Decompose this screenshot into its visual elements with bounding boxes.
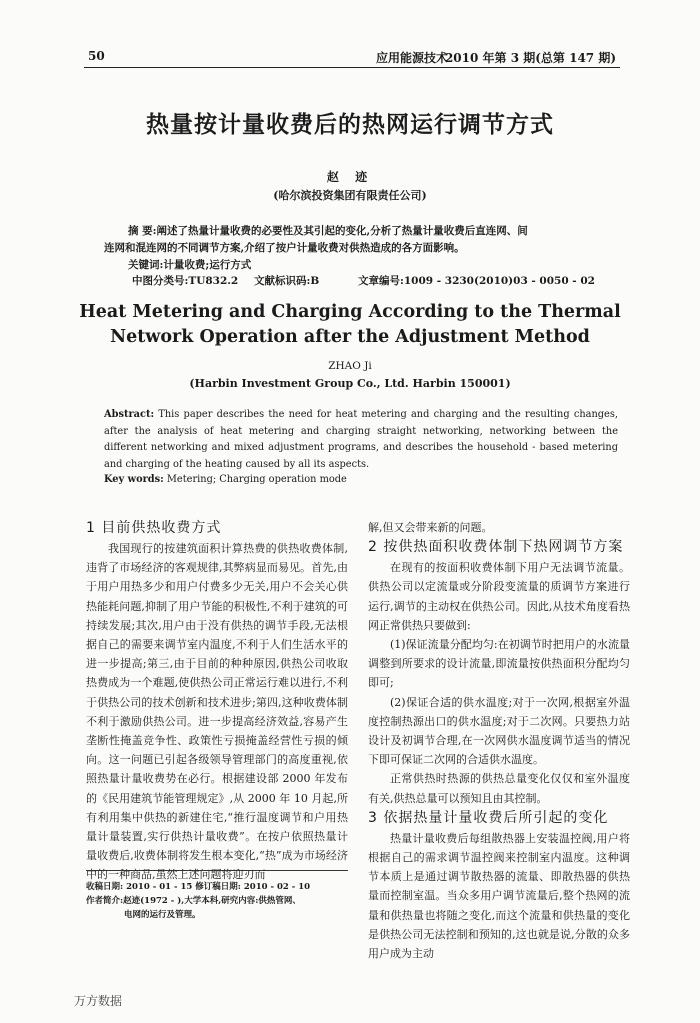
section-2-paragraph-3: (2)保证合适的供水温度;对于一次网,根据室外温度控制热源出口的供水温度;对于二次网。只要热力站设计及初调节合理,在一次网供水温度调节适当的情况下即可保证二次网的合适供水温度。: [368, 695, 630, 767]
keywords-english: [104, 474, 618, 485]
keywords-english-label: Key words:: [104, 474, 164, 485]
issue-info: 2010 年第 3 期(总第 147 期): [444, 51, 616, 65]
watermark: 万方数据: [74, 994, 123, 1008]
section-3-heading: 3 依据热量计量收费后所引起的变化: [368, 809, 609, 826]
body-column-right: [368, 518, 630, 963]
footnote-bio-line-1: 赵迹(1972 - ),大学本科,研究内容:供热管网、: [123, 896, 301, 906]
abstract-line-1: 阐述了热量计量收费的必要性及其引起的变化,分析了热量计量收费后直连网、间: [156, 225, 528, 237]
author-english: ZHAO Ji: [328, 360, 372, 372]
section-1-paragraph: 我国现行的按建筑面积计算热费的供热收费体制,违背了市场经济的客观规律,其弊病显而易见。首先,由于用户用热多少和用户付费多少无关,用户不会关心供热能耗问题,抑制了用户节能的积极性,不利于建筑的可持续发展;其次,用户由于没有供热的调节手段,无法根据自己的需要来调节室内温度,不利于人们生活水平的进一步提高;第三,由于目前的种种原因,供热公司收取热费成为一个难题,使供热公司正常运行难以进行,不利于供热公司的技术创新和技术进步;第四,这种收费体制不利于激励供热公司。进一步提高经济效益,容易产生垄断性掩盖竞争性、政策性亏损掩盖经营性亏损的倾向。这一问题已引起各级领导管理部门的高度重视,依照热量计量收费势在必行。根据建设部 2000 年发布的《民用建筑节能管理规定》,从 2000 年 10 月起,所有利用集中供热的新建住宅,“推行温度调节和户用热量计量装置,实行供热计量收费”。在按户依照热量计量收费后,收费体制将发生根本变化,“热”成为市场经济中的一种商品,虽然上述问题将迎刃而: [86, 542, 348, 882]
title-english: [0, 300, 700, 350]
footnote-bio-label: 作者简介:: [86, 896, 124, 906]
footnote-bio-line-2: 电网的运行及管理。: [124, 910, 201, 920]
footnote: [86, 870, 348, 922]
section-2-paragraph-2: (1)保证流量分配均匀:在初调节时把用户的水流量调整到所要求的设计流量,即流量按供热面积分配均匀即可;: [368, 638, 630, 690]
title-english-line-2: Network Operation after the Adjustment Method: [110, 327, 590, 347]
abstract-english: [104, 407, 618, 473]
abstract-english-text: This paper describes the need for heat metering and charging and the resulting changes, after the analysis of heat metering and charging straight networking, networking between the different networking and mixed adjustment programs, and describes the household - based metering and charging of the heating caused by all its aspects.: [104, 409, 618, 470]
section-2-paragraph-1: 在现有的按面积收费体制下用户无法调节流量。供热公司以定流量或分阶段变流量的质调节方案进行运行,调节的主动权在供热公司。因此,从技术角度看热网正常供热只要做到:: [368, 561, 630, 632]
body-column-left: [86, 518, 348, 885]
abstract-english-label: Abstract:: [104, 409, 155, 420]
abstract-chinese: [104, 223, 614, 257]
section-2-paragraph-4: 正常供热时热源的供热总量变化仅仅和室外温度有关,供热总量可以预知且由其控制。: [368, 772, 630, 805]
abstract-line-2: 连网和混连网的不同调节方案,介绍了按户计量收费对供热造成的各方面影响。: [104, 242, 465, 254]
affiliation-chinese: (哈尔滨投资集团有限责任公司): [273, 189, 427, 202]
continuation-text: 解,但又会带来新的问题。: [368, 521, 493, 534]
section-3-paragraph: 热量计量收费后每组散热器上安装温控阀,用户将根据自己的需求调节温控阀来控制室内温度。这种调节本质上是通过调节散热器的流量、即散热器的供热量而控制室温。当众多用户调节流量后,整个热网的流量和供热量也将随之变化,而这个流量和供热量的变化是供热公司无法控制和预知的,这也就是说,分散的众多用户成为主动: [368, 831, 630, 961]
article-number: 文章编号:1009 - 3230(2010)03 - 0050 - 02: [358, 275, 595, 287]
section-2-heading: 2 按供热面积收费体制下热网调节方案: [368, 539, 624, 556]
running-header: [84, 48, 620, 68]
keywords-english-text: Metering; Charging operation mode: [166, 474, 347, 485]
page-number: 50: [88, 49, 105, 63]
footnote-dates: 收稿日期: 2010 - 01 - 15 修订稿日期: 2010 - 02 - 10: [86, 882, 311, 892]
clc-number: 中图分类号:TU832.2: [132, 275, 239, 287]
document-code: 文献标识码:B: [254, 275, 320, 287]
abstract-label: 摘 要:: [128, 225, 157, 237]
affiliation-english: (Harbin Investment Group Co., Ltd. Harbin 150001): [189, 377, 511, 390]
title-chinese: 热量按计量收费后的热网运行调节方式: [146, 111, 554, 138]
section-1-heading: 1 目前供热收费方式: [86, 520, 222, 536]
journal-name: 应用能源技术: [376, 51, 449, 65]
keywords-chinese: 关键词:计量收费;运行方式: [128, 259, 252, 271]
title-english-line-1: Heat Metering and Charging According to the Thermal: [79, 302, 621, 322]
author-chinese: 赵 迹: [326, 170, 374, 184]
